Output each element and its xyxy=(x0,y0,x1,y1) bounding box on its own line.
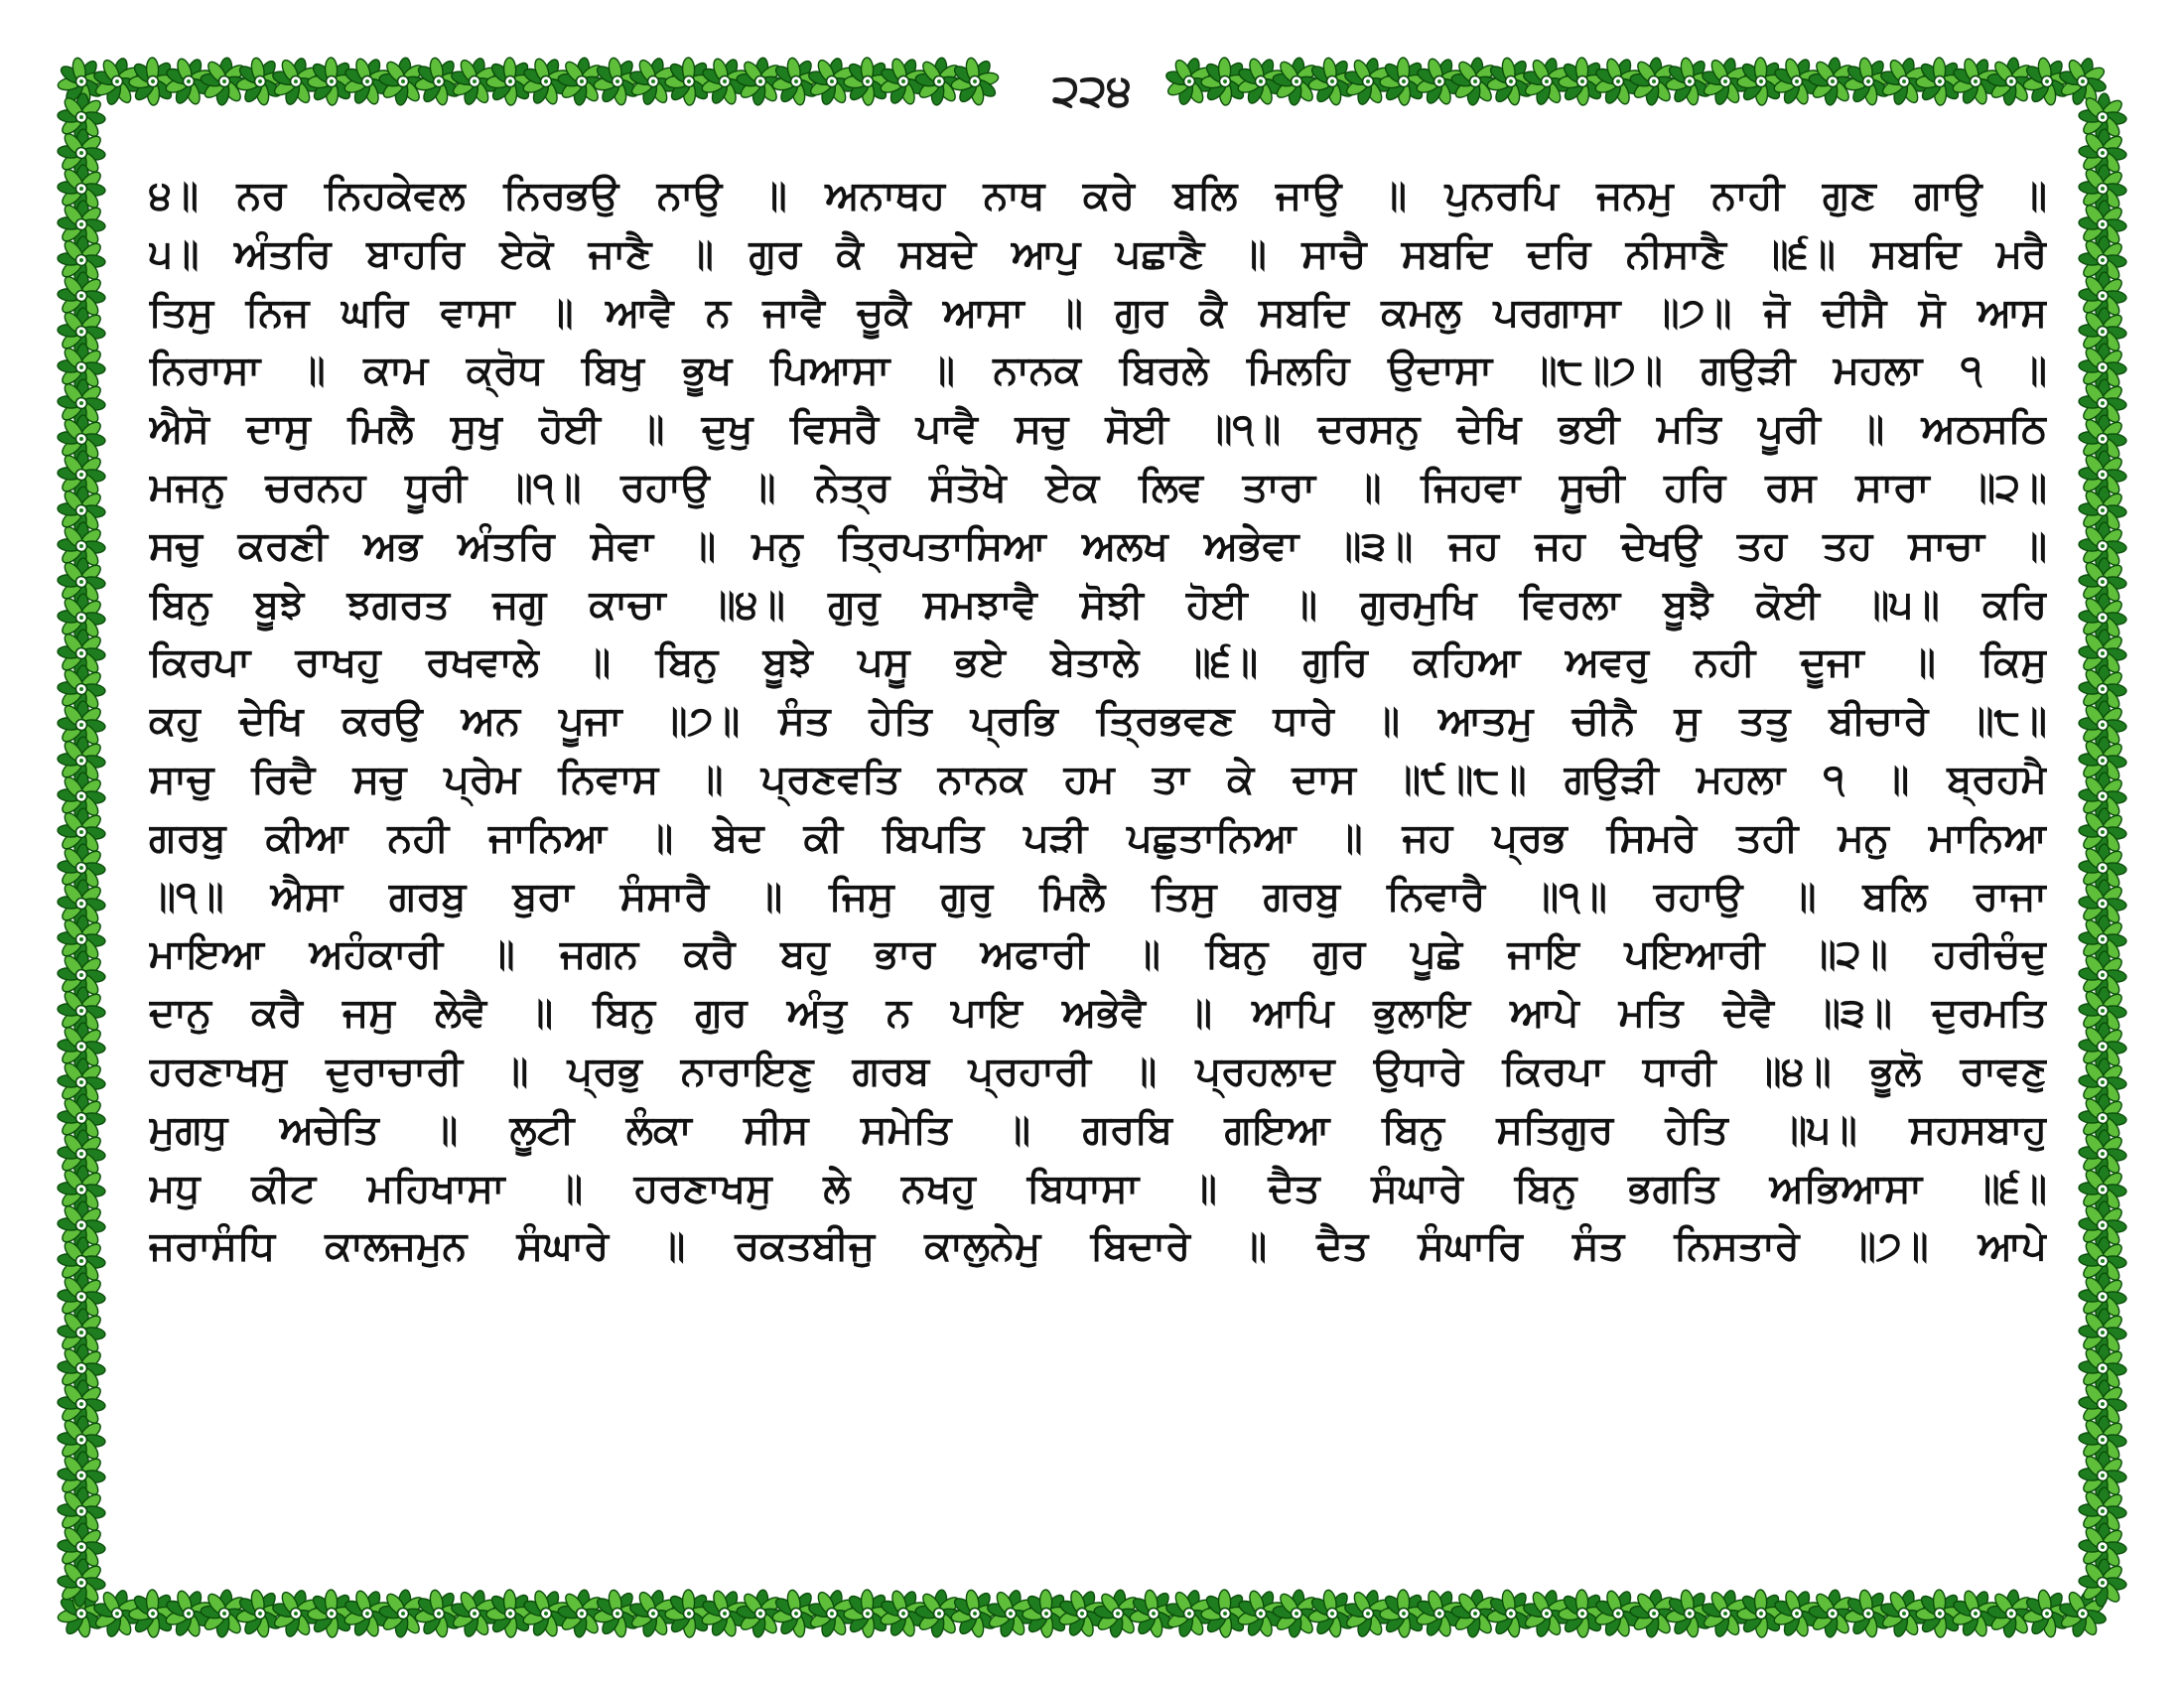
text-line: ॥੧॥ ਐਸਾ ਗਰਬੁ ਬੁਰਾ ਸੰਸਾਰੈ ॥ ਜਿਸੁ ਗੁਰੁ ਮਿਲੈ ਤਿਸੁ ਗਰਬੁ ਨਿਵਾਰੈ ॥੧॥ ਰਹਾਉ ॥ ਬਲਿ ਰਾਜਾ xyxy=(149,873,2047,919)
text-line: ਹਰਣਾਖਸੁ ਦੁਰਾਚਾਰੀ ॥ ਪ੍ਰਭੁ ਨਾਰਾਇਣੁ ਗਰਬ ਪ੍ਰਹਾਰੀ ॥ ਪ੍ਰਹਲਾਦ ਉਧਾਰੇ ਕਿਰਪਾ ਧਾਰੀ ॥੪॥ ਭੂਲੋ ਰਾਵਣੁ xyxy=(149,1048,2047,1094)
text-line: ਬਿਨੁ ਬੂਝੇ ਝਗਰਤ ਜਗੁ ਕਾਚਾ ॥੪॥ ਗੁਰੁ ਸਮਝਾਵੈ ਸੋਝੀ ਹੋਈ ॥ ਗੁਰਮੁਖਿ ਵਿਰਲਾ ਬੂਝੈ ਕੋਈ ॥੫॥ ਕਰਿ xyxy=(149,581,2047,628)
text-line: ਮੁਗਧੁ ਅਚੇਤਿ ॥ ਲੂਟੀ ਲੰਕਾ ਸੀਸ ਸਮੇਤਿ ॥ ਗਰਬਿ ਗਇਆ ਬਿਨੁ ਸਤਿਗੁਰ ਹੇਤਿ ॥੫॥ ਸਹਸਬਾਹੁ xyxy=(149,1106,2047,1153)
page-number: ੨੨੪ xyxy=(1023,62,1161,121)
text-line: ਮਾਇਆ ਅਹੰਕਾਰੀ ॥ ਜਗਨ ਕਰੈ ਬਹੁ ਭਾਰ ਅਫਾਰੀ ॥ ਬਿਨੁ ਗੁਰ ਪੂਛੇ ਜਾਇ ਪਇਆਰੀ ॥੨॥ ਹਰੀਚੰਦੁ xyxy=(149,931,2047,978)
text-line: ਗਰਬੁ ਕੀਆ ਨਹੀ ਜਾਨਿਆ ॥ ਬੇਦ ਕੀ ਬਿਪਤਿ ਪੜੀ ਪਛੁਤਾਨਿਆ ॥ ਜਹ ਪ੍ਰਭ ਸਿਮਰੇ ਤਹੀ ਮਨੁ ਮਾਨਿਆ xyxy=(149,814,2047,861)
text-line: ਮਧੁ ਕੀਟ ਮਹਿਖਾਸਾ ॥ ਹਰਣਾਖਸੁ ਲੇ ਨਖਹੁ ਬਿਧਾਸਾ ॥ ਦੈਤ ਸੰਘਾਰੇ ਬਿਨੁ ਭਗਤਿ ਅਭਿਆਸਾ ॥੬॥ xyxy=(149,1165,2047,1211)
text-line: ੫॥ ਅੰਤਰਿ ਬਾਹਰਿ ਏਕੋ ਜਾਣੈ ॥ ਗੁਰ ਕੈ ਸਬਦੇ ਆਪੁ ਪਛਾਣੈ ॥ ਸਾਚੈ ਸਬਦਿ ਦਰਿ ਨੀਸਾਣੈ ॥੬॥ ਸਬਦਿ ਮਰੈ xyxy=(149,230,2047,277)
text-line: ਨਿਰਾਸਾ ॥ ਕਾਮ ਕ੍ਰੋਧ ਬਿਖੁ ਭੂਖ ਪਿਆਸਾ ॥ ਨਾਨਕ ਬਿਰਲੇ ਮਿਲਹਿ ਉਦਾਸਾ ॥੮॥੭॥ ਗਉੜੀ ਮਹਲਾ ੧ ॥ xyxy=(149,348,2047,394)
text-line: ੪॥ ਨਰ ਨਿਹਕੇਵਲ ਨਿਰਭਉ ਨਾਉ ॥ ਅਨਾਥਹ ਨਾਥ ਕਰੇ ਬਲਿ ਜਾਉ ॥ ਪੁਨਰਪਿ ਜਨਮੁ ਨਾਹੀ ਗੁਣ ਗਾਉ ॥ xyxy=(149,173,2047,218)
text-line: ਤਿਸੁ ਨਿਜ ਘਰਿ ਵਾਸਾ ॥ ਆਵੈ ਨ ਜਾਵੈ ਚੂਕੈ ਆਸਾ ॥ ਗੁਰ ਕੈ ਸਬਦਿ ਕਮਲੁ ਪਰਗਾਸਾ ॥੭॥ ਜੋ ਦੀਸੈ ਸੋ ਆਸ xyxy=(149,289,2047,336)
text-line: ਕਹੁ ਦੇਖਿ ਕਰਉ ਅਨ ਪੂਜਾ ॥੭॥ ਸੰਤ ਹੇਤਿ ਪ੍ਰਭਿ ਤ੍ਰਿਭਵਣ ਧਾਰੇ ॥ ਆਤਮੁ ਚੀਨੈ ਸੁ ਤਤੁ ਬੀਚਾਰੇ ॥੮॥ xyxy=(149,698,2047,745)
text-line: ਦਾਨੁ ਕਰੈ ਜਸੁ ਲੇਵੈ ॥ ਬਿਨੁ ਗੁਰ ਅੰਤੁ ਨ ਪਾਇ ਅਭੇਵੈ ॥ ਆਪਿ ਭੁਲਾਇ ਆਪੇ ਮਤਿ ਦੇਵੈ ॥੩॥ ਦੁਰਮਤਿ xyxy=(149,990,2047,1037)
text-line: ਮਜਨੁ ਚਰਨਹ ਧੂਰੀ ॥੧॥ ਰਹਾਉ ॥ ਨੇਤ੍ਰ ਸੰਤੋਖੇ ਏਕ ਲਿਵ ਤਾਰਾ ॥ ਜਿਹਵਾ ਸੂਚੀ ਹਰਿ ਰਸ ਸਾਰਾ ॥੨॥ xyxy=(149,464,2047,510)
text-line: ਐਸੋ ਦਾਸੁ ਮਿਲੈ ਸੁਖੁ ਹੋਈ ॥ ਦੁਖੁ ਵਿਸਰੈ ਪਾਵੈ ਸਚੁ ਸੋਈ ॥੧॥ ਦਰਸਨੁ ਦੇਖਿ ਭਈ ਮਤਿ ਪੂਰੀ ॥ ਅਠਸਠਿ xyxy=(149,406,2047,453)
text-line: ਸਾਚੁ ਰਿਦੈ ਸਚੁ ਪ੍ਰੇਮ ਨਿਵਾਸ ॥ ਪ੍ਰਣਵਤਿ ਨਾਨਕ ਹਮ ਤਾ ਕੇ ਦਾਸ ॥੯॥੮॥ ਗਉੜੀ ਮਹਲਾ ੧ ॥ ਬ੍ਰਹਮੈ xyxy=(149,756,2047,802)
text-line: ਕਿਰਪਾ ਰਾਖਹੁ ਰਖਵਾਲੇ ॥ ਬਿਨੁ ਬੂਝੇ ਪਸੂ ਭਏ ਬੇਤਾਲੇ ॥੬॥ ਗੁਰਿ ਕਹਿਆ ਅਵਰੁ ਨਹੀ ਦੂਜਾ ॥ ਕਿਸੁ xyxy=(149,639,2047,686)
gurbani-text-block xyxy=(149,167,2047,1276)
text-line: ਸਚੁ ਕਰਣੀ ਅਭ ਅੰਤਰਿ ਸੇਵਾ ॥ ਮਨੁ ਤ੍ਰਿਪਤਾਸਿਆ ਅਲਖ ਅਭੇਵਾ ॥੩॥ ਜਹ ਜਹ ਦੇਖਉ ਤਹ ਤਹ ਸਾਚਾ ॥ xyxy=(149,522,2047,569)
text-line: ਜਰਾਸੰਧਿ ਕਾਲਜਮੁਨ ਸੰਘਾਰੇ ॥ ਰਕਤਬੀਜੁ ਕਾਲੁਨੇਮੁ ਬਿਦਾਰੇ ॥ ਦੈਤ ਸੰਘਾਰਿ ਸੰਤ ਨਿਸਤਾਰੇ ॥੭॥ ਆਪੇ xyxy=(149,1223,2047,1270)
